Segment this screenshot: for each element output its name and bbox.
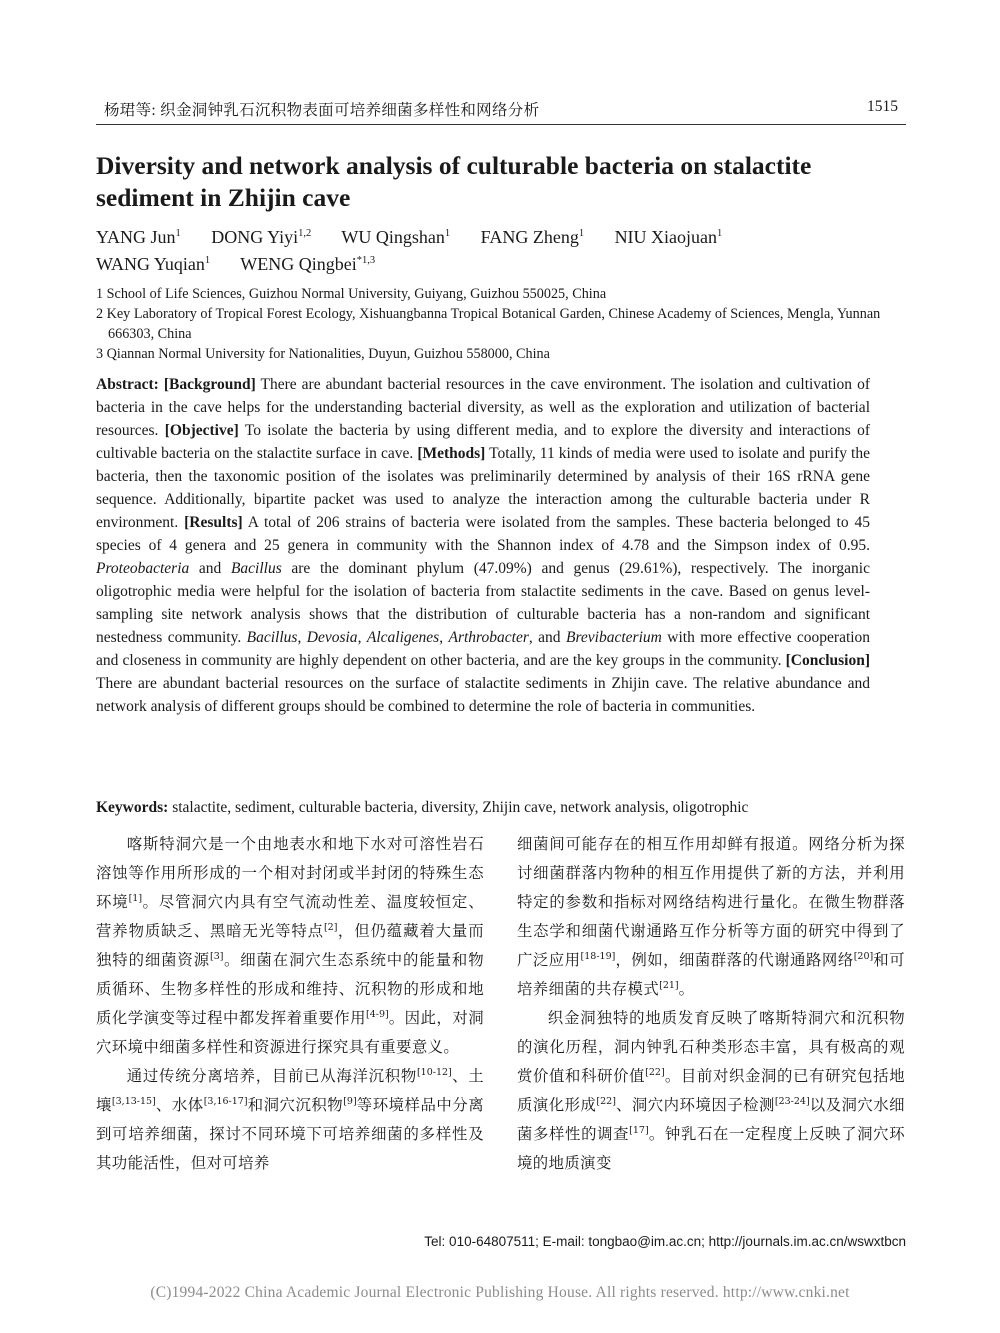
- body-paragraph: 织金洞独特的地质发育反映了喀斯特洞穴和沉积物的演化历程，洞内钟乳石种类形态丰富，具有极高的观赏价值和科研价值[22]。目前对织金洞的已有研究包括地质演化形成[22]、洞穴内环境因子检测[23-24]以及洞穴水细菌多样性的调查[17]。钟乳石在一定程度上反映了洞穴环境的地质演变: [517, 1009, 905, 1172]
- citation-ref: [4-9]: [365, 1009, 389, 1020]
- affiliation-list: [96, 284, 886, 364]
- results-text: are the dominant phylum (47.09%) and genus (29.61%), respectively. The inorganic oligotrophic media were helpful for the isolation of bacteria from stalactite sediments in the cave. Based on genus level-sampling site network analysis shows that the distribution of culturable bacteria has a non-random and significant nestedness community.: [96, 560, 870, 646]
- results-text: A total of 206 strains of bacteria were isolated from the samples. These bacteria belonged to 45 species of 4 genera and 25 genera in community with the Shannon index of 4.78 and the Simpson index of 0.95.: [96, 514, 870, 554]
- citation-ref: [23-24]: [774, 1096, 810, 1107]
- citation-ref: [3,16-17]: [203, 1096, 248, 1107]
- page-number: 1515: [867, 98, 898, 115]
- citation-ref: [22]: [645, 1067, 665, 1078]
- conclusion-text: There are abundant bacterial resources on the surface of stalactite sediments in Zhijin cave. The relative abundance and network analysis of different groups should be combined to determine the role of bacteria in communities.: [96, 675, 870, 715]
- taxon-name: Alcaligenes: [366, 629, 440, 646]
- copyright-notice: (C)1994-2022 China Academic Journal Electronic Publishing House. All rights reserved. http://www.cnki.net: [150, 1284, 850, 1301]
- body-paragraph: 细菌间可能存在的相互作用却鲜有报道。网络分析为探讨细菌群落内物种的相互作用提供了新的方法，并利用特定的参数和指标对网络结构进行量化。在微生物群落生态学和细菌代谢通路互作分析等方面的研究中得到了广泛应用[18-19]，例如，细菌群落的代谢通路网络[20]和可培养细菌的共存模式[21]。: [517, 835, 905, 998]
- citation-ref: [17]: [629, 1125, 649, 1136]
- abstract-label: Abstract:: [96, 376, 159, 393]
- methods-text: Totally, 11 kinds of media were used to isolate and purify the bacteria, then the taxonomic position of the isolates was preliminarily determined by analysis of their 16S rRNA gene sequence. Additionally, bipartite packet was used to analyze the interaction among the culturable bacteria under R environment.: [96, 445, 870, 531]
- taxon-name: Arthrobacter: [448, 629, 529, 646]
- citation-ref: [2]: [323, 922, 338, 933]
- affiliation: 2 Key Laboratory of Tropical Forest Ecology, Xishuangbanna Tropical Botanical Garden, Chinese Academy of Sciences, Mengla, Yunnan 666303, China: [96, 306, 881, 342]
- author: NIU Xiaojuan$^1$: [614, 227, 723, 247]
- keywords-label: Keywords:: [96, 799, 169, 816]
- affiliation: 1 School of Life Sciences, Guizhou Normal University, Guiyang, Guizhou 550025, China: [96, 286, 607, 302]
- methods-label: [Methods]: [417, 445, 486, 462]
- taxon-name: Brevibacterium: [566, 629, 662, 646]
- citation-ref: [10-12]: [416, 1067, 452, 1078]
- objective-label: [Objective]: [164, 422, 239, 439]
- citation-ref: [9]: [343, 1096, 357, 1107]
- abstract: Abstract: [Background] There are abundant bacterial resources in the cave environment. The isolation and cultivation of bacteria in the cave helps for the understanding bacterial diversity, as well as the exploration and utilization of bacterial resources. [Objective] To isolate the bacteria by using different media, and to explore the diversity and interactions of cultivable bacteria on the stalactite surface in cave. [Methods] Totally, 11 kinds of media were used to isolate and purify the bacteria, then the taxonomic position of the isolates was preliminarily determined by analysis of their 16S rRNA gene sequence. Additionally, bipartite packet was used to analyze the interaction among the culturable bacteria under R environment. [Results] A total of 206 strains of bacteria were isolated from the samples. These bacteria belonged to 45 species of 4 genera and 25 genera in community with the Shannon index of 4.78 and the Simpson index of 0.95. Proteobacteria and Bacillus are the dominant phylum (47.09%) and genus (29.61%), respectively. The inorganic oligotrophic media were helpful for the isolation of bacteria from stalactite sediments in the cave. Based on genus level-sampling site network analysis shows that the distribution of culturable bacteria has a non-random and significant nestedness community. Bacillus, Devosia, Alcaligenes, Arthrobacter, and Brevibacterium with more effective cooperation and closeness in community are highly dependent on other bacteria, and are the key groups in the community. [Conclusion] There are abundant bacterial resources on the surface of stalactite sediments in Zhijin cave. The relative abundance and network analysis of different groups should be combined to determine the role of bacteria in communities.: [96, 376, 871, 715]
- author: FANG Zheng$^1$: [480, 227, 585, 247]
- keywords-text: stalactite, sediment, culturable bacteria, diversity, Zhijin cave, network analysis, oligotrophic: [172, 799, 749, 816]
- body-column-left: [96, 830, 484, 1178]
- author-list: [96, 224, 906, 278]
- author: WU Qingshan$^1$: [341, 227, 451, 247]
- keywords: [96, 796, 886, 819]
- contact-line: Tel: 010-64807511; E-mail: tongbao@im.ac.cn; http://journals.im.ac.cn/wswxtbcn: [424, 1234, 906, 1249]
- running-title: 杨珺等: 织金洞钟乳石沉积物表面可培养细菌多样性和网络分析: [104, 102, 540, 119]
- taxon-name: Proteobacteria: [96, 560, 190, 577]
- background-text: There are abundant bacterial resources in the cave environment. The isolation and cultivation of bacteria in the cave helps for the understanding bacterial diversity, as well as the exploration and utilization of bacterial resources.: [96, 376, 870, 439]
- background-label: [Background]: [163, 376, 256, 393]
- objective-text: To isolate the bacteria by using different media, and to explore the diversity and interactions of cultivable bacteria on the stalactite surface in cave.: [96, 422, 870, 462]
- citation-ref: [21]: [659, 980, 679, 991]
- body-paragraph: 通过传统分离培养，目前已从海洋沉积物[10-12]、土壤[3,13-15]、水体[3,16-17]和洞穴沉积物[9]等环境样品中分离到可培养细菌，探讨不同环境下可培养细菌的多样性及其功能活性，但对可培养: [96, 1067, 485, 1172]
- results-label: [Results]: [184, 514, 243, 531]
- citation-ref: [18-19]: [580, 951, 616, 962]
- running-header: [96, 96, 906, 125]
- body-column-right: [517, 830, 905, 1178]
- author: DONG Yiyi$^{1,2}$: [211, 227, 312, 247]
- citation-ref: [3,13-15]: [111, 1096, 156, 1107]
- citation-ref: [3]: [209, 951, 224, 962]
- author: WANG Yuqian$^1$: [96, 254, 211, 274]
- citation-ref: [20]: [853, 951, 874, 962]
- affiliation: 3 Qiannan Normal University for Nationalities, Duyun, Guizhou 558000, China: [96, 346, 550, 362]
- citation-ref: [22]: [596, 1096, 616, 1107]
- taxon-name: Bacillus: [246, 629, 298, 646]
- results-text: with more effective cooperation and closeness in community are highly dependent on other bacteria, and are the key groups in the community.: [96, 629, 871, 669]
- body-paragraph: 喀斯特洞穴是一个由地表水和地下水对可溶性岩石溶蚀等作用所形成的一个相对封闭或半封闭的特殊生态环境[1]。尽管洞穴内具有空气流动性差、温度较恒定、营养物质缺乏、黑暗无光等特点[2]，但仍蕴藏着大量而独特的细菌资源[3]。细菌在洞穴生态系统中的能量和物质循环、生物多样性的形成和维持、沉积物的形成和地质化学演变等过程中都发挥着重要作用[4-9]。因此，对洞穴环境中细菌多样性和资源进行探究具有重要意义。: [96, 835, 484, 1056]
- paper-title: Diversity and network analysis of culturable bacteria on stalactite sediment in Zhijin cave: [96, 151, 812, 212]
- citation-ref: [1]: [128, 893, 143, 904]
- taxon-name: Devosia: [306, 629, 358, 646]
- taxon-name: Bacillus: [230, 560, 282, 577]
- author: YANG Jun$^1$: [96, 227, 181, 247]
- author: WENG Qingbei$^{*1,3}$: [240, 254, 376, 274]
- conclusion-label: [Conclusion]: [785, 652, 870, 669]
